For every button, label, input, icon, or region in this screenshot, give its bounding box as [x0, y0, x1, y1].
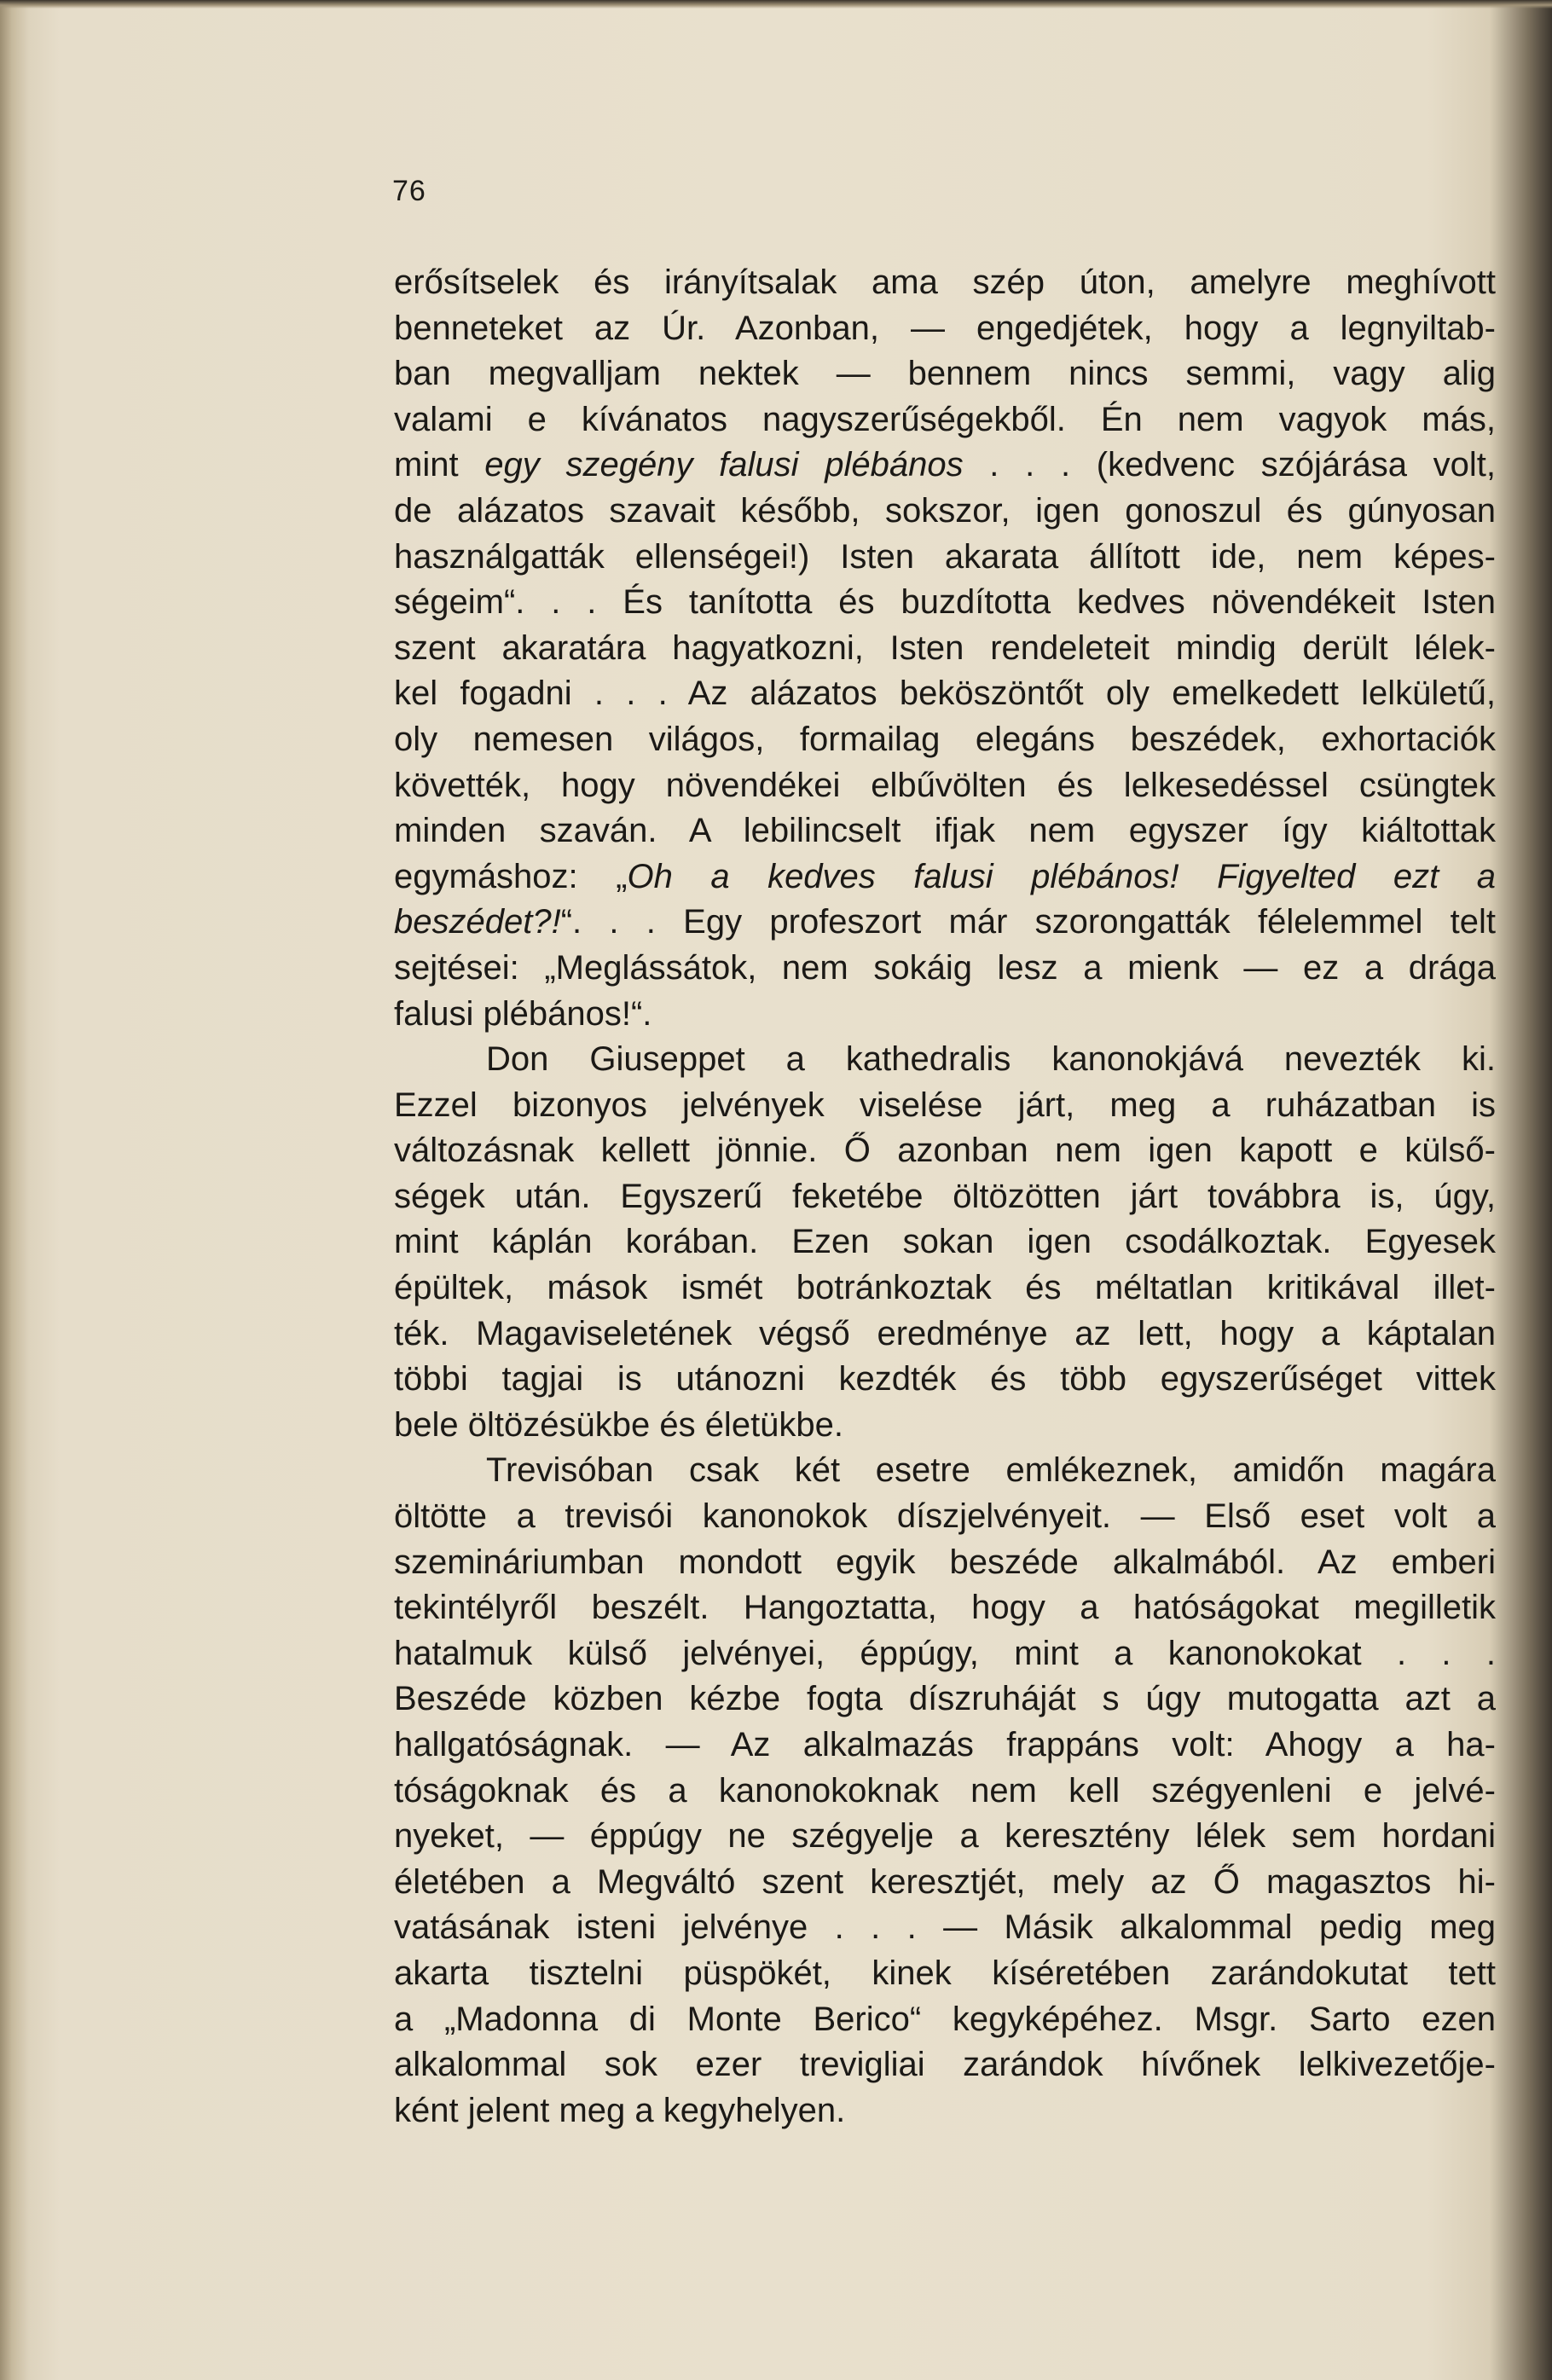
text-line: ségek után. Egyszerű feketébe öltözötten járt továbbra is, úgy,	[394, 1177, 1496, 1215]
paragraph	[394, 1448, 1496, 2134]
text-line: ték. Magaviseletének végső eredménye az lett, hogy a káptalan	[394, 1314, 1496, 1352]
text-line: hatalmuk külső jelvényei, éppúgy, mint a kanonokokat . . .	[394, 1634, 1496, 1672]
paragraph	[394, 1037, 1496, 1448]
text-line: falusi plébános!“.	[394, 994, 652, 1033]
text-line: életében a Megváltó szent keresztjét, mely az Ő magasztos hi-	[394, 1862, 1496, 1901]
text-line: Don Giuseppet a kathedralis kanonokjává nevezték ki.	[486, 1040, 1496, 1079]
text-line: öltötte a trevisói kanonokok díszjelvényeit. — Első eset volt a	[394, 1497, 1496, 1536]
text-line: benneteket az Úr. Azonban, — engedjétek, hogy a legnyiltab-	[394, 309, 1496, 347]
text-line: egymáshoz: „Oh a kedves falusi plébános! Figyelted ezt a	[394, 857, 1496, 895]
text-line: minden szaván. A lebilincselt ifjak nem egyszer így kiáltottak	[394, 812, 1496, 850]
text-line: Ezzel bizonyos jelvények viselése járt, meg a ruházatban is	[394, 1086, 1496, 1124]
body-text	[394, 260, 1496, 2134]
text-line: tekintélyről beszélt. Hangoztatta, hogy a hatóságokat megilletik	[394, 1589, 1496, 1627]
text-line: használgatták ellenségei!) Isten akarata állított ide, nem képes-	[394, 537, 1496, 576]
text-line: tóságoknak és a kanonokoknak nem kell szégyenleni e jelvé-	[394, 1771, 1496, 1810]
text-line: erősítselek és irányítsalak ama szép úton, amelyre meghívott	[394, 263, 1496, 301]
text-line: vatásának isteni jelvénye . . . — Másik alkalommal pedig meg	[394, 1908, 1496, 1947]
paragraph	[394, 260, 1496, 1037]
text-line: oly nemesen világos, formailag elegáns beszédek, exhortaciók	[394, 720, 1496, 758]
text-line: ségeim“. . . És tanította és buzdította kedves növendékeit Isten	[394, 583, 1496, 622]
text-line: változásnak kellett jönnie. Ő azonban nem igen kapott e külső-	[394, 1132, 1496, 1170]
text-line: bele öltözésükbe és életükbe.	[394, 1405, 844, 1444]
text-line: szent akaratára hagyatkozni, Isten rendeleteit mindig derült lélek-	[394, 628, 1496, 667]
page-number: 76	[392, 175, 426, 207]
text-line: ként jelent meg a kegyhelyen.	[394, 2091, 846, 2129]
text-line: hallgatóságnak. — Az alkalmazás frappáns volt: Ahogy a ha-	[394, 1726, 1496, 1763]
text-line: követték, hogy növendékei elbűvölten és lelkesedéssel csüngtek	[394, 766, 1496, 804]
text-line: Trevisóban csak két esetre emlékeznek, amidőn magára	[486, 1451, 1496, 1490]
text-line: alkalommal sok ezer trevigliai zarándok hívőnek lelkivezetője-	[394, 2046, 1496, 2084]
text-line: sejtései: „Meglássátok, nem sokáig lesz a mienk — ez a drága	[394, 948, 1496, 987]
text-line: többi tagjai is utánozni kezdték és több egyszerűséget vittek	[394, 1360, 1496, 1398]
text-line: szemináriumban mondott egyik beszéde alkalmából. Az emberi	[394, 1543, 1496, 1581]
text-line: valami e kívánatos nagyszerűségekből. Én nem vagyok más,	[394, 400, 1496, 438]
text-line: nyeket, — éppúgy ne szégyelje a keresztény lélek sem hordani	[394, 1817, 1496, 1856]
text-line: mint egy szegény falusi plébános . . . (kedvenc szójárása volt,	[394, 446, 1497, 484]
text-line: beszédet?!“. . . Egy profeszort már szorongatták félelemmel telt	[394, 903, 1496, 941]
text-line: épültek, mások ismét botránkoztak és méltatlan kritikával illet-	[394, 1269, 1496, 1307]
text-line: mint káplán korában. Ezen sokan igen csodálkoztak. Egyesek	[394, 1223, 1496, 1261]
text-line: ban megvalljam nektek — bennem nincs semmi, vagy alig	[394, 355, 1496, 393]
text-line: akarta tisztelni püspökét, kinek kíséretében zarándokutat tett	[394, 1954, 1496, 1992]
text-line: a „Madonna di Monte Berico“ kegyképéhez. Msgr. Sarto ezen	[394, 2000, 1496, 2038]
text-line: Beszéde közben kézbe fogta díszruháját s úgy mutogatta azt a	[394, 1680, 1496, 1718]
text-line: kel fogadni . . . Az alázatos beköszöntőt oly emelkedett lelkületű,	[394, 675, 1496, 713]
text-line: de alázatos szavait később, sokszor, igen gonoszul és gúnyosan	[394, 491, 1496, 530]
